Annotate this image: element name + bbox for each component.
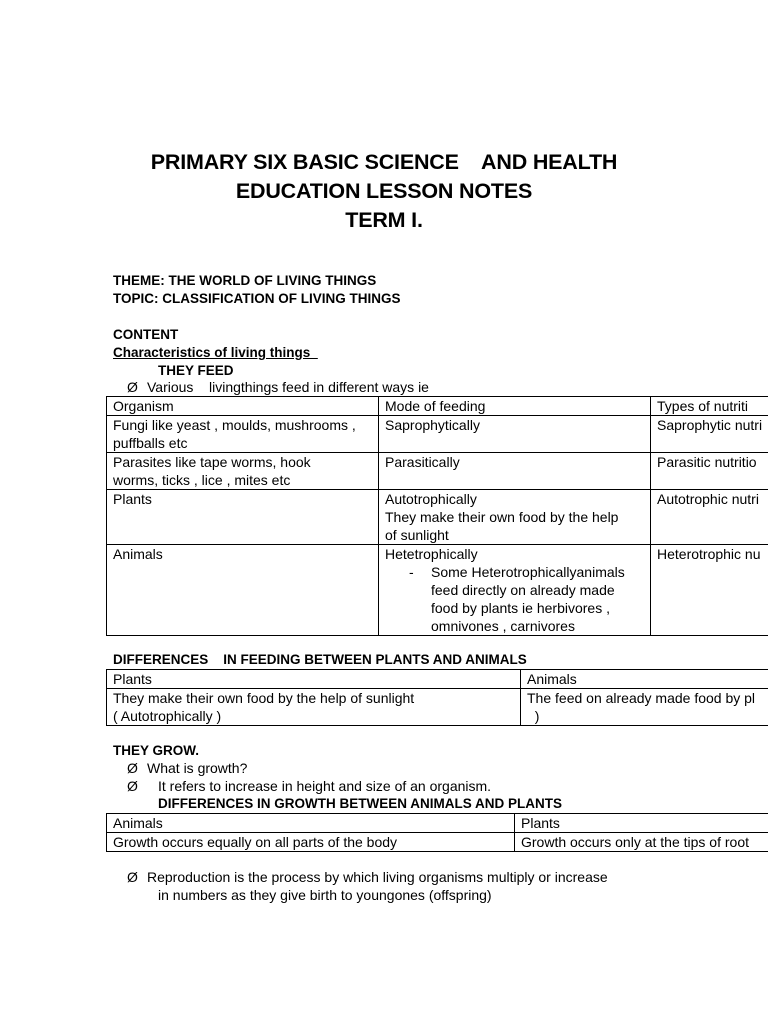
cell-mode: Parasitically	[385, 454, 460, 470]
sub-bullet-line: feed directly on already made	[431, 582, 615, 598]
document-title	[0, 148, 768, 235]
dash-marker: -	[409, 564, 414, 580]
cell-animals: The feed on already made food by pl	[527, 690, 756, 706]
they-grow-heading: THEY GROW.	[113, 743, 200, 758]
header-organism: Organism	[107, 397, 379, 416]
header-animals: Animals	[107, 814, 515, 833]
bullet-marker: Ø	[127, 379, 138, 395]
sub-bullet	[385, 563, 644, 635]
topic-heading: TOPIC: CLASSIFICATION OF LIVING THINGS	[113, 291, 401, 306]
they-feed-heading: THEY FEED	[158, 363, 234, 378]
header-plants: Plants	[515, 814, 768, 833]
cell-mode: Saprophytically	[385, 417, 480, 433]
table-header-row	[107, 814, 768, 833]
cell-organism: Animals	[113, 546, 163, 562]
cell-organism: Parasites like tape worms, hook	[113, 454, 311, 470]
diff-growth-table	[106, 813, 768, 852]
table-header-row	[107, 670, 768, 689]
cell-type: Autotrophic nutri	[657, 491, 759, 507]
table-row	[107, 453, 768, 490]
title-line-2: EDUCATION LESSON NOTES	[235, 179, 533, 203]
cell-organism: Fungi like yeast , moulds, mushrooms ,	[113, 417, 356, 433]
cell-plants: Growth occurs only at the tips of root	[515, 833, 768, 852]
sub-bullet-line: Some Heterotrophicallyanimals	[431, 564, 625, 580]
diff-feeding-heading: DIFFERENCES IN FEEDING BETWEEN PLANTS AND ANIMALS	[113, 652, 527, 667]
grow-bullet-text: What is growth?	[147, 760, 248, 776]
cell-mode: Hetetrophically	[385, 546, 478, 562]
cell-type: Parasitic nutritio	[657, 454, 757, 470]
grow-bullet-text: It refers to increase in height and size of an organism.	[158, 778, 492, 794]
bullet-marker: Ø	[127, 869, 138, 885]
title-line-1: PRIMARY SIX BASIC SCIENCE AND HEALTH	[150, 150, 618, 174]
cell-mode: of sunlight	[385, 527, 449, 543]
cell-organism: puffballs etc	[113, 435, 188, 451]
bullet-marker: Ø	[127, 778, 138, 794]
sub-bullet-line: food by plants ie herbivores ,	[431, 600, 610, 616]
cell-mode: Autotrophically	[385, 491, 477, 507]
table-header-row	[107, 397, 768, 416]
cell-plants: They make their own food by the help of sunlight	[113, 690, 415, 706]
table-row	[107, 833, 768, 852]
sub-bullet-line: omnivones , carnivores	[431, 618, 575, 634]
cell-organism: worms, ticks , lice , mites etc	[113, 472, 291, 488]
content-heading: CONTENT	[113, 327, 179, 342]
table-row	[107, 545, 768, 636]
cell-plants: ( Autotrophically )	[113, 708, 222, 724]
header-type: Types of nutriti	[651, 397, 768, 416]
feeding-table	[106, 396, 768, 636]
title-line-3: TERM I.	[345, 208, 423, 232]
cell-type: Heterotrophic nu	[657, 546, 761, 562]
reproduction-text: Reproduction is the process by which living organisms multiply or increase	[147, 869, 608, 885]
header-animals: Animals	[521, 670, 768, 689]
cell-type: Saprophytic nutri	[657, 417, 763, 433]
table-row	[107, 689, 768, 726]
table-row	[107, 490, 768, 545]
bullet-marker: Ø	[127, 760, 138, 776]
cell-organism: Plants	[113, 491, 152, 507]
diff-growth-heading: DIFFERENCES IN GROWTH BETWEEN ANIMALS AND PLANTS	[158, 796, 562, 811]
header-mode: Mode of feeding	[379, 397, 651, 416]
reproduction-text: in numbers as they give birth to youngones (offspring)	[158, 887, 492, 903]
cell-animals: Growth occurs equally on all parts of the body	[107, 833, 515, 852]
theme-heading: THEME: THE WORLD OF LIVING THINGS	[113, 273, 377, 288]
cell-mode: They make their own food by the help	[385, 509, 619, 525]
cell-animals: )	[527, 708, 540, 724]
table-row	[107, 416, 768, 453]
feed-bullet-text: Various livingthings feed in different ways ie	[147, 379, 429, 395]
header-plants: Plants	[107, 670, 521, 689]
diff-feeding-table	[106, 669, 768, 726]
characteristics-heading: Characteristics of living things	[113, 345, 318, 360]
